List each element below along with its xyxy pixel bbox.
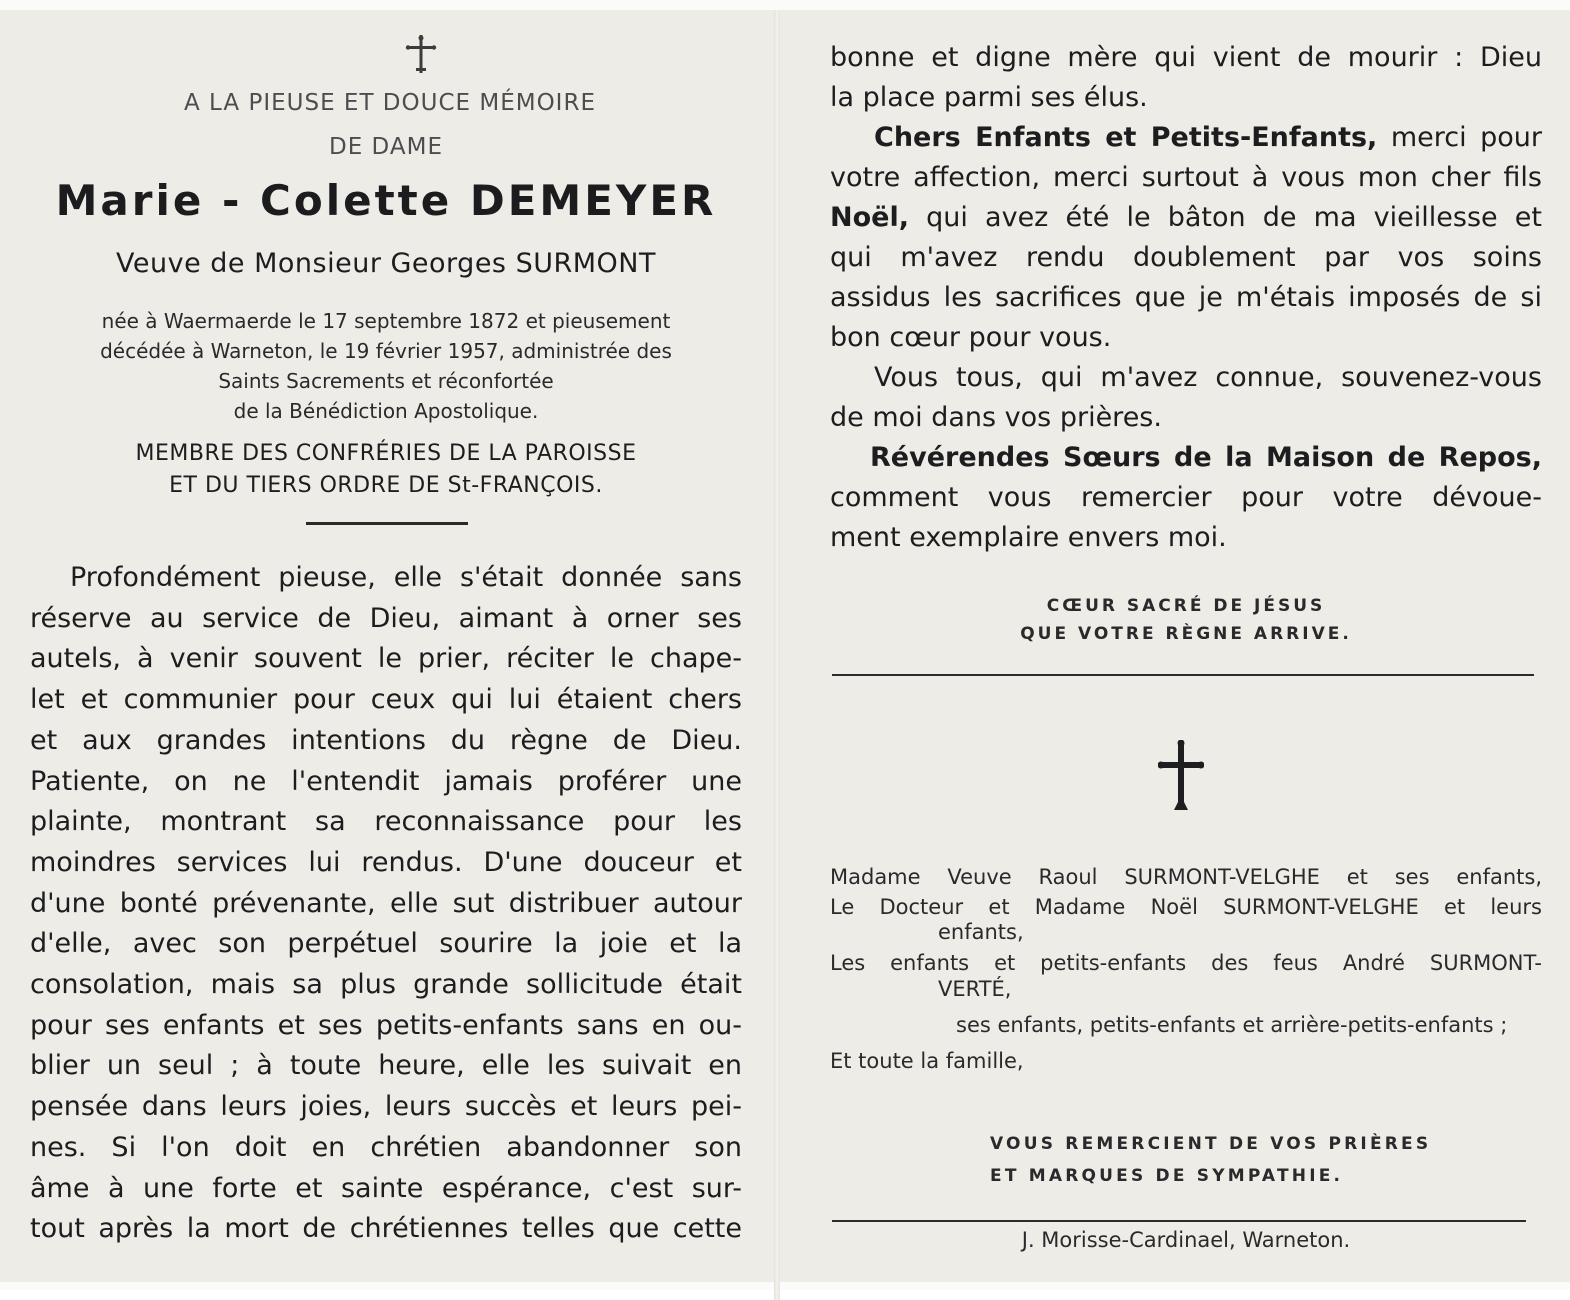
children-address: Chers Enfants et Petits-Enfants, [874,122,1378,153]
family-line: VERTÉ, [938,977,1012,1001]
family-line: Madame Veuve Raoul SURMONT-VELGHE et ses enfants, [830,865,1542,889]
eulogy-line: d'elle, avec son perpétuel sourire la joie et la [30,928,742,960]
small-cross-icon [404,34,438,74]
sisters-address-text: Révérendes Sœurs de la Maison de Repos, [870,442,1542,473]
eulogy-line: pour ses enfants et ses petits-enfants sans en ou- [30,1009,742,1041]
eulogy-line: autels, à venir souvent le prier, réciter le chape- [30,643,742,675]
son-line: assidus les sacrifices que je m'étais imposés de si [830,282,1542,313]
thanks-message [990,1128,1530,1192]
family-line: Les enfants et petits-enfants des feus André SURMONT- [830,951,1542,975]
birth-line: née à Waermaerde le 17 septembre 1872 et pieusement [101,309,671,333]
family-list [830,862,1542,1076]
death-line: décédée à Warneton, le 19 février 1957, administrée des [100,339,672,363]
family-line: Le Docteur et Madame Noël SURMONT-VELGHE et leurs [830,895,1542,919]
prayer-line: QUE VOTRE RÈGNE ARRIVE. [1020,624,1352,644]
eulogy-line: blier un seul ; à toute heure, elle les suivait en [30,1050,742,1082]
eulogy-line: nes. Si l'on doit en chrétien abandonner son [30,1131,742,1163]
eulogy-line: consolation, mais sa plus grande sollicitude était [30,969,742,1001]
children-line: merci pour [1390,122,1542,153]
eulogy-line: d'une bonté prévenante, elle sut distribuer autour [30,887,742,919]
cross-icon [1158,740,1204,812]
family-line: ses enfants, petits-enfants et arrière-petits-enfants ; [956,1013,1508,1037]
sisters-address [830,438,1542,478]
memorial-header: A LA PIEUSE ET DOUCE MÉMOIRE [184,90,596,116]
all-line: de moi dans vos prières. [830,402,1162,433]
eulogy-line: et aux grandes intentions du règne de Dieu. [30,724,742,756]
prayer-line: CŒUR SACRÉ DE JÉSUS [1046,596,1326,616]
benediction-line: de la Bénédiction Apostolique. [233,399,539,423]
farewell-text [830,38,1542,558]
eulogy-line: Patiente, on ne l'entendit jamais proférer une [30,765,742,797]
all-line: Vous tous, qui m'avez connue, souvenez-vous [874,362,1542,393]
eulogy-line: réserve au service de Dieu, aimant à orner ses [30,602,742,634]
printer-credit: J. Morisse-Cardinael, Warneton. [1021,1228,1351,1252]
thanks-line: ET MARQUES DE SYMPATHIE. [990,1166,1344,1186]
eulogy-line: plainte, montrant sa reconnaissance pour les [30,806,742,838]
thanks-line: VOUS REMERCIENT DE VOS PRIÈRES [990,1134,1432,1154]
children-line: votre affection, merci surtout à vous mon cher fils [830,162,1542,193]
eulogy-line: moindres services lui rendus. D'une douceur et [30,846,742,878]
family-line: Et toute la famille, [830,1049,1024,1073]
sisters-line: ment exemplaire envers moi. [830,522,1227,553]
eulogy-line: let et communier pour ceux qui lui étaient chers [30,684,742,716]
family-line: enfants, [938,920,1024,944]
farewell-line: bonne et digne mère qui vient de mourir : Dieu [830,42,1542,73]
sacraments-line: Saints Sacrements et réconfortée [218,369,554,393]
widow-of: Veuve de Monsieur Georges SURMONT [116,248,656,279]
son-line: qui m'avez rendu doublement par vos soins [830,242,1542,273]
divider [832,1220,1526,1222]
eulogy-text [30,558,742,1250]
son-paragraph [830,198,1542,238]
divider [832,674,1534,676]
eulogy-line: âme à une forte et sainte espérance, c'est sur- [30,1172,742,1204]
divider [306,522,468,525]
sacred-heart-prayer [830,592,1542,648]
confrerie-info [30,438,742,502]
son-name: Noël, [830,202,909,233]
confrerie-line: MEMBRE DES CONFRÉRIES DE LA PAROISSE [135,441,637,466]
deceased-name: Marie - Colette DEMEYER [55,176,717,225]
memorial-header-dame: DE DAME [329,134,443,160]
center-fold [774,10,780,1300]
eulogy-line: pensée dans leurs joies, leurs succès et leurs pei- [30,1091,742,1123]
son-line: bon cœur pour vous. [830,322,1112,353]
farewell-line: la place parmi ses élus. [830,82,1148,113]
sisters-line: comment vous remercier pour votre dévoue- [830,482,1542,513]
children-paragraph [830,118,1542,158]
eulogy-line: tout après la mort de chrétiennes telles que cette [30,1213,742,1245]
birth-death-info [30,306,742,426]
eulogy-line: Profondément pieuse, elle s'était donnée sans [70,562,742,593]
son-line: qui avez été le bâton de ma vieillesse et [926,202,1542,233]
confrerie-line: ET DU TIERS ORDRE DE St-FRANÇOIS. [169,473,603,498]
